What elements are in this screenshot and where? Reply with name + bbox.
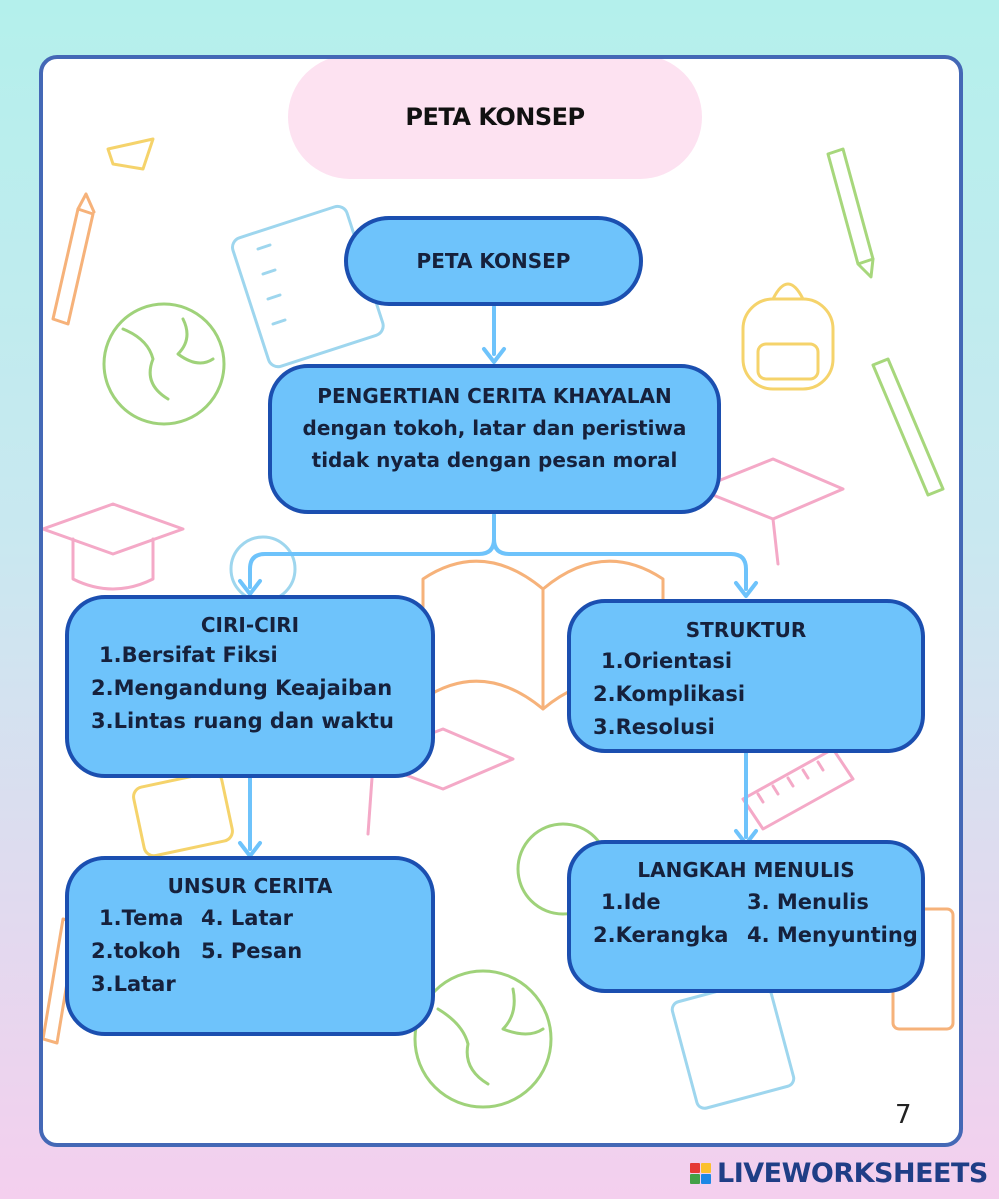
langkah-node (567, 840, 925, 993)
page-number: 7 (895, 1100, 912, 1130)
list-item: 1.Tema (99, 906, 184, 930)
list-item: 4. Menyunting (747, 923, 918, 947)
list-item: 3.Lintas ruang dan waktu (91, 709, 394, 733)
list-item: 5. Pesan (201, 939, 303, 963)
list-item: 4. Latar (201, 906, 294, 930)
banner-title: PETA KONSEP (288, 55, 702, 179)
list-item: 3.Resolusi (593, 715, 715, 739)
definition-title: PENGERTIAN CERITA KHAYALAN (317, 384, 672, 408)
ciri-list (91, 639, 431, 738)
list-item: 1.Ide (601, 890, 661, 914)
root-node (344, 216, 643, 306)
struktur-node (567, 599, 925, 753)
langkah-list-left (593, 886, 747, 952)
definition-line-2: tidak nyata dengan pesan moral (311, 448, 678, 472)
unsur-node (65, 856, 435, 1036)
definition-node (268, 364, 721, 514)
struktur-list (593, 645, 921, 744)
root-node-label: PETA KONSEP (416, 249, 571, 273)
struktur-title: STRUKTUR (685, 618, 807, 642)
list-item: 2.Kerangka (593, 923, 729, 947)
list-item: 2.tokoh (91, 939, 181, 963)
unsur-list-right (201, 902, 302, 1001)
brand-logo[interactable] (690, 1158, 988, 1189)
brand-text: LIVEWORKSHEETS (717, 1158, 988, 1189)
list-item: 1.Bersifat Fiksi (99, 643, 278, 667)
list-item: 2.Komplikasi (593, 682, 746, 706)
unsur-title: UNSUR CERITA (167, 874, 333, 898)
langkah-title: LANGKAH MENULIS (637, 858, 855, 882)
definition-line-1: dengan tokoh, latar dan peristiwa (302, 416, 687, 440)
list-item: 1.Orientasi (601, 649, 733, 673)
list-item: 3.Latar (91, 972, 176, 996)
liveworksheets-logo-icon (690, 1163, 711, 1184)
arrow-definition-split (250, 515, 494, 587)
unsur-list-left (91, 902, 201, 1001)
langkah-list-right (747, 886, 918, 952)
list-item: 3. Menulis (747, 890, 869, 914)
arrow-definition-split-right (494, 539, 746, 589)
worksheet-card (39, 55, 963, 1147)
ciri-node (65, 595, 435, 778)
ciri-title: CIRI-CIRI (200, 613, 300, 637)
list-item: 2.Mengandung Keajaiban (91, 676, 393, 700)
